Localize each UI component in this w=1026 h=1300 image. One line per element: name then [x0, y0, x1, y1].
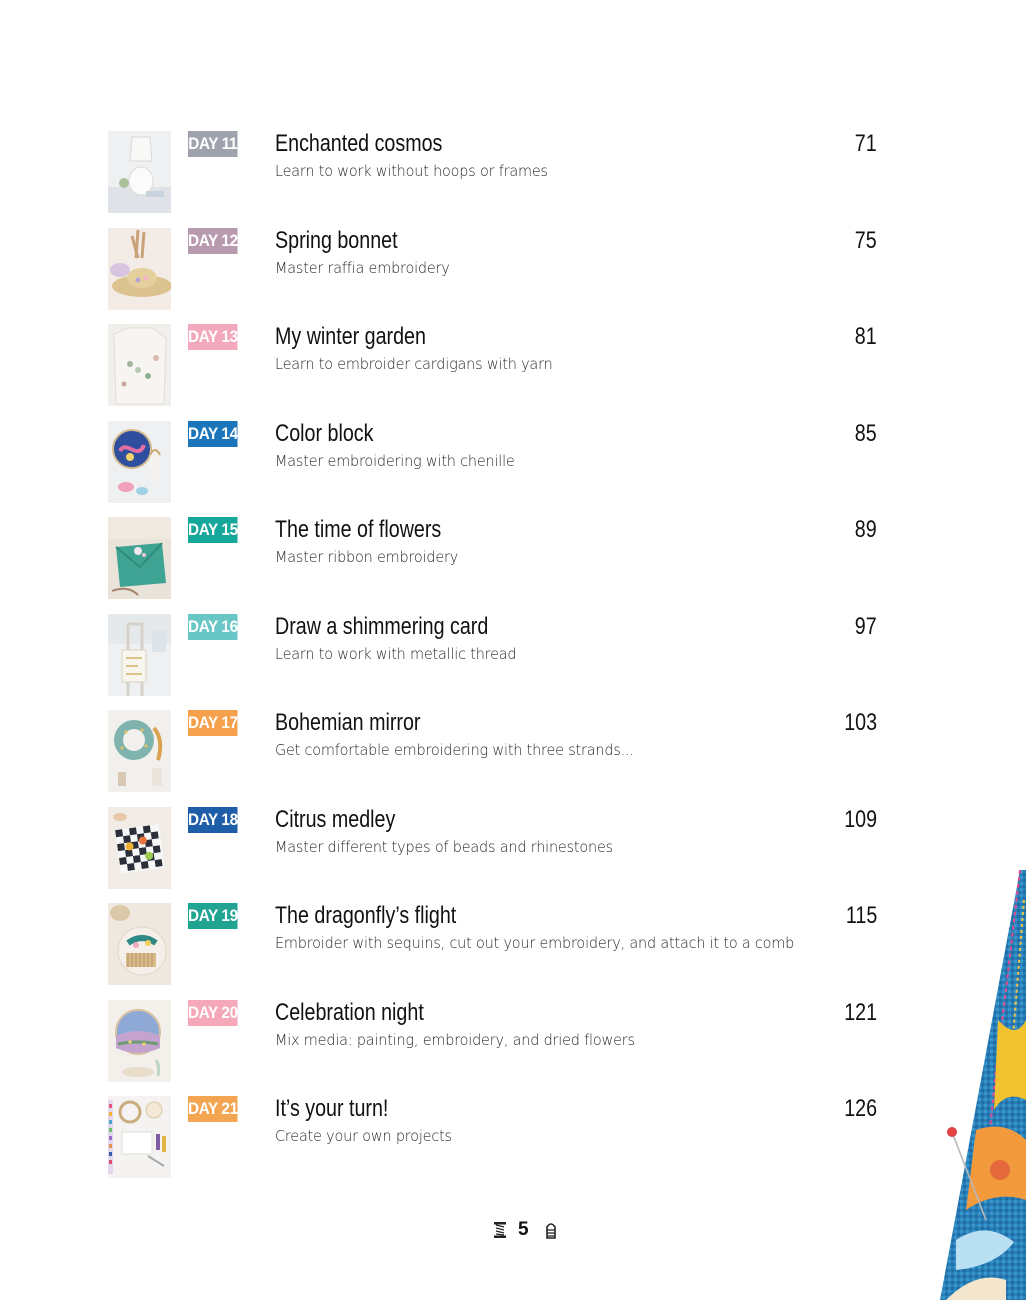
toc-entry-day-14[interactable]: [0, 421, 900, 505]
toc-entry-day-21[interactable]: [0, 1096, 900, 1180]
day-badge: DAY 15: [188, 517, 238, 543]
toc-entry-day-19[interactable]: [0, 903, 900, 987]
entry-title: Celebration night: [275, 999, 424, 1026]
entry-page-number: 109: [844, 806, 877, 833]
day-badge: DAY 21: [188, 1096, 238, 1122]
day-badge: DAY 19: [188, 903, 238, 929]
entry-page-number: 75: [855, 227, 877, 254]
entry-page-number: 89: [855, 516, 877, 543]
entry-subtitle: Master embroidering with chenille: [275, 452, 515, 470]
entry-page-number: 115: [845, 902, 877, 929]
day-badge: DAY 12: [188, 228, 238, 254]
project-thumbnail-pouch: [108, 517, 171, 599]
day-badge: DAY 18: [188, 807, 238, 833]
toc-entry-day-12[interactable]: [0, 228, 900, 312]
entry-title: Enchanted cosmos: [275, 130, 443, 157]
entry-title: My winter garden: [275, 323, 426, 350]
day-badge: DAY 14: [188, 421, 238, 447]
embroidered-fabric-decoration: [936, 870, 1026, 1300]
toc-entry-day-18[interactable]: [0, 807, 900, 891]
project-thumbnail-card: [108, 614, 171, 696]
entry-title: The time of flowers: [275, 516, 442, 543]
entry-subtitle: Master ribbon embroidery: [275, 548, 459, 566]
toc-entry-day-17[interactable]: [0, 710, 900, 794]
entry-subtitle: Create your own projects: [275, 1127, 452, 1145]
entry-page-number: 71: [855, 130, 877, 157]
entry-subtitle: Learn to work without hoops or frames: [275, 162, 548, 180]
toc-entry-day-15[interactable]: [0, 517, 900, 601]
day-badge: DAY 11: [188, 131, 238, 157]
project-thumbnail-hoop: [108, 421, 171, 503]
entry-title: It’s your turn!: [275, 1095, 389, 1122]
project-thumbnail-mirror: [108, 710, 171, 792]
entry-title: Draw a shimmering card: [275, 613, 489, 640]
entry-page-number: 85: [855, 420, 877, 447]
entry-title: Spring bonnet: [275, 227, 398, 254]
project-thumbnail-hat: [108, 228, 171, 310]
entry-subtitle: Learn to work with metallic thread: [275, 645, 517, 663]
toc-entry-day-13[interactable]: [0, 324, 900, 408]
project-thumbnail-painted-hoop: [108, 1000, 171, 1082]
day-badge: DAY 16: [188, 614, 238, 640]
toc-entry-day-11[interactable]: [0, 131, 900, 215]
entry-page-number: 121: [844, 999, 877, 1026]
page-footer: [490, 1218, 560, 1242]
thread-spool-icon: [493, 1221, 507, 1239]
entry-subtitle: Get comfortable embroidering with three strands...: [275, 741, 634, 759]
project-thumbnail-lamp: [108, 131, 171, 213]
day-badge: DAY 17: [188, 710, 238, 736]
thimble-icon: [545, 1221, 557, 1239]
entry-subtitle: Mix media: painting, embroidery, and dried flowers: [275, 1031, 635, 1049]
entry-page-number: 103: [844, 709, 877, 736]
day-badge: DAY 20: [188, 1000, 238, 1026]
toc-entry-day-20[interactable]: [0, 1000, 900, 1084]
entry-title: The dragonfly’s flight: [275, 902, 457, 929]
project-thumbnail-gingham: [108, 807, 171, 889]
project-thumbnail-cardigan: [108, 324, 171, 406]
project-thumbnail-comb: [108, 903, 171, 985]
entry-title: Bohemian mirror: [275, 709, 421, 736]
entry-page-number: 126: [844, 1095, 877, 1122]
entry-title: Color block: [275, 420, 374, 447]
page-number: 5: [518, 1219, 529, 1240]
day-badge: DAY 13: [188, 324, 238, 350]
project-thumbnail-supplies: [108, 1096, 171, 1178]
entry-subtitle: Master different types of beads and rhinestones: [275, 838, 613, 856]
entry-page-number: 97: [855, 613, 877, 640]
entry-subtitle: Learn to embroider cardigans with yarn: [275, 355, 553, 373]
entry-page-number: 81: [855, 323, 877, 350]
entry-subtitle: Embroider with sequins, cut out your embroidery, and attach it to a comb: [275, 934, 795, 952]
entry-title: Citrus medley: [275, 806, 396, 833]
toc-entry-day-16[interactable]: [0, 614, 900, 698]
entry-subtitle: Master raffia embroidery: [275, 259, 450, 277]
